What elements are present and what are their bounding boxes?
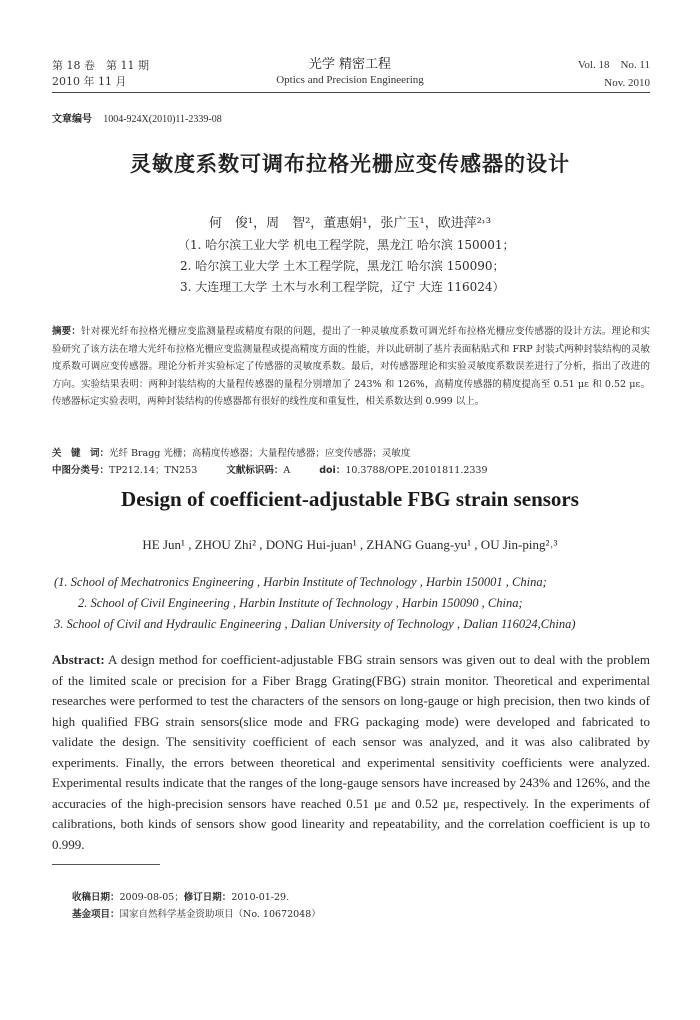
title-cn: 灵敏度系数可调布拉格光栅应变传感器的设计 — [130, 152, 570, 176]
date-cn: 2010 年 11 月 — [52, 75, 127, 88]
authors-en: HE Jun¹ , ZHOU Zhi² , DONG Hui-juan¹ , ZHANG Guang-yu¹ , OU Jin-ping²˒³ — [142, 537, 558, 552]
title-en: Design of coefficient-adjustable FBG strain sensors — [121, 487, 579, 511]
received-label: 收稿日期： — [72, 892, 120, 903]
received-value: 2009-08-05； — [119, 892, 184, 903]
footnote-fund — [72, 907, 321, 923]
abstract-cn — [52, 323, 650, 411]
fund-value: 国家自然科学基金资助项目（No. 10672048） — [119, 909, 321, 920]
doi-value: 10.3788/OPE.20101811.2339 — [345, 465, 488, 476]
abstract-en-text: A design method for coefficient-adjustable FBG strain sensors was given out to deal with the problem of the limited scale or precision for a Fiber Bragg Grating(FBG) strain monitor. Theoretical and experimental researches were performed to test the characters of the sensors on long-gauge or high precision, then two kinds of high qualified FBG strain sensors(slice mode and FRG packaging mode) were developed and fabricated to validate the design. The sensitivity coefficient of each sensor was analyzed, and it was also calibrated by experiments. Finally, the errors between theoretical and experimental sensitivity coefficients were analyzed. Experimental results indicate that the ranges of the long-gauge sensors have increased by 243% and 126%, and the accuracies of the high-precision sensors have reached 0.51 με and 0.52 με, respectively. In the experiments of calibrations, both kinds of sensors show good linearity and repeatability, and the correlation coefficient is up to 0.999. — [52, 652, 650, 852]
affiliation-en-1: (1. School of Mechatronics Engineering , Harbin Institute of Technology , Harbin 150001 , China; — [54, 575, 547, 589]
fund-label: 基金项目： — [72, 909, 120, 920]
header-rule — [52, 92, 650, 93]
article-number-value: 1004-924X(2010)11-2339-08 — [103, 114, 222, 125]
doc-code-value: A — [283, 465, 291, 476]
footnote-dates — [72, 890, 289, 906]
affiliation-en-2: 2. School of Civil Engineering , Harbin Institute of Technology , Harbin 150090 , China; — [78, 596, 523, 610]
affiliation-cn-3: 3. 大连理工大学 土木与水利工程学院，辽宁 大连 116024） — [180, 280, 505, 294]
affiliation-cn-2: 2. 哈尔滨工业大学 土木工程学院，黑龙江 哈尔滨 150090； — [180, 259, 505, 273]
classification-line — [52, 462, 650, 480]
clc-label: 中图分类号： — [52, 465, 110, 476]
doi-label: doi： — [319, 465, 346, 476]
keywords-cn-label: 关 键 词： — [52, 448, 110, 459]
journal-name-cn: 光学 精密工程 — [308, 57, 392, 72]
footnote-rule — [52, 864, 160, 865]
authors-cn: 何 俊¹，周 智²，董惠娟¹，张广玉¹，欧进萍²˒³ — [208, 216, 492, 231]
doc-code-label: 文献标识码： — [226, 465, 284, 476]
keywords-cn-text: 光纤 Bragg 光栅；高精度传感器；大量程传感器；应变传感器；灵敏度 — [109, 448, 411, 459]
revised-value: 2010-01-29. — [231, 892, 290, 903]
article-number — [52, 110, 222, 125]
abstract-en-label: Abstract: — [52, 652, 105, 667]
keywords-cn — [52, 445, 650, 463]
volume-issue-en: Vol. 18 No. 11 — [577, 59, 650, 71]
article-number-label: 文章编号 — [52, 114, 92, 125]
revised-label: 修订日期： — [183, 892, 232, 903]
abstract-cn-text: 针对裸光纤布拉格光栅应变监测量程或精度有限的问题，提出了一种灵敏度系数可调光纤布拉格光栅应变传感器的设计方法。理论和实验研究了该方法在增大光纤布拉格光栅应变监测量程或提高精度方面的性能，并以此研制了基片表面粘贴式和 FRP 封装式两种封装结构的灵敏度系数可调应变传感器。理论分析并实验标定了传感器的灵敏度系数。最后，对传感器理论和实验灵敏度系数误差进行了分析，指出了改进的方向。实验结果表明：两种封装结构的大量程传感器的量程分别增加了 243% 和 126%，高精度传感器的精度提高至 0.51 με 和 0.52 με。传感器标定实验表明，两种封装结构的传感器都有很好的线性度和重复性，相关系数达到 0.999 以上。 — [52, 326, 650, 407]
journal-name-en: Optics and Precision Engineering — [276, 74, 424, 86]
affiliation-en-3: 3. School of Civil and Hydraulic Engineering , Dalian University of Technology , Dalian 116024,China) — [54, 617, 576, 631]
volume-issue-cn: 第 18 卷 第 11 期 — [52, 59, 149, 72]
abstract-en — [52, 650, 650, 855]
date-en: Nov. 2010 — [604, 77, 650, 89]
abstract-cn-label: 摘要： — [52, 326, 81, 337]
affiliation-cn-1: （1. 哈尔滨工业大学 机电工程学院，黑龙江 哈尔滨 150001； — [178, 238, 515, 252]
clc-value: TP212.14；TN253 — [109, 465, 198, 476]
